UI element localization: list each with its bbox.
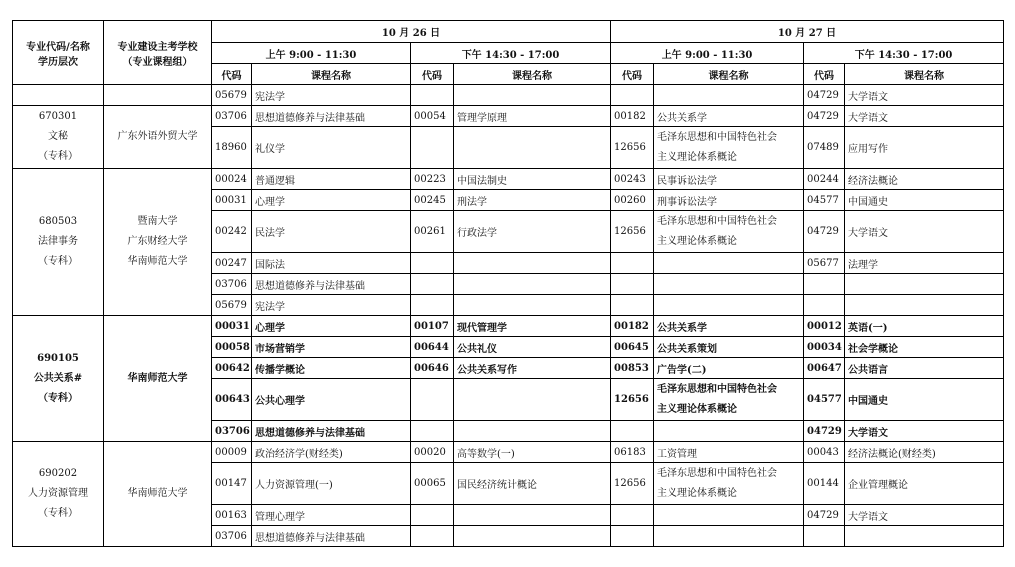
- course-name-cell: 传播学概论: [252, 358, 411, 379]
- course-code-cell: 05677: [804, 253, 845, 274]
- course-name-cell: [845, 295, 1004, 316]
- course-name-cell: 毛泽东思想和中国特色社会 主义理论体系概论: [654, 211, 804, 253]
- course-code-cell: 04577: [804, 379, 845, 421]
- school-cell: [104, 316, 212, 442]
- course-code-cell: 04577: [804, 190, 845, 211]
- table-row: [13, 442, 1004, 463]
- day2-am-header: 上午 9:00 - 11:30: [611, 43, 804, 64]
- school-name: 华南师范大学: [127, 256, 188, 267]
- exam-schedule-table: [12, 20, 1004, 547]
- course-name-cell: 应用写作: [845, 127, 1004, 169]
- course-code-cell: 12656: [611, 379, 654, 421]
- course-code-cell: [611, 526, 654, 547]
- course-name-cell: [654, 253, 804, 274]
- table-row: [13, 169, 1004, 190]
- table-row: [13, 85, 1004, 106]
- course-name-cell: 经济法概论: [845, 169, 1004, 190]
- code-header: 代码: [611, 64, 654, 85]
- course-name-cell: [654, 505, 804, 526]
- major-info-cell: [13, 316, 104, 442]
- course-code-cell: 00031: [212, 316, 252, 337]
- course-name-cell: 民法学: [252, 211, 411, 253]
- course-code-cell: 00107: [411, 316, 454, 337]
- course-code-cell: 00646: [411, 358, 454, 379]
- course-name-cell: 市场营销学: [252, 337, 411, 358]
- course-code-cell: 12656: [611, 211, 654, 253]
- school-header-label: 专业建设主考学校: [117, 41, 198, 53]
- course-code-cell: [411, 253, 454, 274]
- course-code-cell: 12656: [611, 127, 654, 169]
- course-name-cell: 中国通史: [845, 379, 1004, 421]
- course-name-cell: 刑事诉讼法学: [654, 190, 804, 211]
- course-name-cell: 中国通史: [845, 190, 1004, 211]
- course-name-cell: [454, 85, 611, 106]
- course-name-cell: 大学语文: [845, 505, 1004, 526]
- course-header: 课程名称: [454, 64, 611, 85]
- course-name-cell: 心理学: [252, 190, 411, 211]
- course-code-cell: [411, 85, 454, 106]
- course-code-cell: 00065: [411, 463, 454, 505]
- school-name: 广东财经大学: [127, 236, 188, 247]
- course-header: 课程名称: [252, 64, 411, 85]
- course-code-cell: [611, 274, 654, 295]
- course-code-cell: [611, 421, 654, 442]
- course-name-cell: 大学语文: [845, 106, 1004, 127]
- course-name-cell: 现代管理学: [454, 316, 611, 337]
- course-name-cell: 思想道德修养与法律基础: [252, 421, 411, 442]
- course-name-cell: [654, 421, 804, 442]
- course-name-cell: [454, 379, 611, 421]
- course-code-cell: 00261: [411, 211, 454, 253]
- course-name-cell: 民事诉讼法学: [654, 169, 804, 190]
- course-name-cell: 心理学: [252, 316, 411, 337]
- day1-pm-header: 下午 14:30 - 17:00: [411, 43, 611, 64]
- course-name-cell: [454, 295, 611, 316]
- course-code-cell: 00643: [212, 379, 252, 421]
- course-code-cell: 05679: [212, 295, 252, 316]
- course-code-cell: [804, 274, 845, 295]
- course-name-cell: 公共关系写作: [454, 358, 611, 379]
- course-code-cell: 00020: [411, 442, 454, 463]
- course-name-cell: 公共关系策划: [654, 337, 804, 358]
- course-code-cell: 03706: [212, 421, 252, 442]
- course-code-cell: 04729: [804, 505, 845, 526]
- course-header: 课程名称: [654, 64, 804, 85]
- major-name: 人力资源管理: [28, 488, 88, 499]
- course-name-cell: [654, 85, 804, 106]
- course-name-cell: 思想道德修养与法律基础: [252, 526, 411, 547]
- course-name-cell: 政治经济学(财经类): [252, 442, 411, 463]
- course-name-cell: 公共心理学: [252, 379, 411, 421]
- code-header: 代码: [411, 64, 454, 85]
- major-level: （专科）: [38, 508, 78, 519]
- school-group-header-label: （专业课程组）: [122, 56, 193, 68]
- course-code-cell: 07489: [804, 127, 845, 169]
- school-name: 广东外语外贸大学: [117, 131, 198, 142]
- course-name-cell: 中国法制史: [454, 169, 611, 190]
- course-code-cell: [411, 274, 454, 295]
- major-cell: [13, 85, 104, 106]
- major-code: 690202: [38, 468, 78, 479]
- course-name-cell: 工资管理: [654, 442, 804, 463]
- school-cell: [104, 442, 212, 547]
- day2-pm-header: 下午 14:30 - 17:00: [804, 43, 1004, 64]
- code-header: 代码: [804, 64, 845, 85]
- course-name-cell: [845, 274, 1004, 295]
- course-code-cell: 00247: [212, 253, 252, 274]
- course-name-cell: 公共关系学: [654, 316, 804, 337]
- course-code-cell: [804, 295, 845, 316]
- course-name-cell: 公共礼仪: [454, 337, 611, 358]
- course-code-cell: 00223: [411, 169, 454, 190]
- major-code: 680503: [38, 216, 78, 227]
- course-code-cell: 00182: [611, 106, 654, 127]
- course-name-cell: 管理心理学: [252, 505, 411, 526]
- course-name-cell: [454, 526, 611, 547]
- course-name-cell: 公共关系学: [654, 106, 804, 127]
- major-code-name-header: 专业代码/名称: [26, 41, 90, 53]
- course-name-cell: 高等数学(一): [454, 442, 611, 463]
- course-code-cell: [411, 295, 454, 316]
- major-code: 690105: [37, 352, 79, 364]
- course-code-cell: [411, 379, 454, 421]
- course-code-cell: 00012: [804, 316, 845, 337]
- course-name-cell: [845, 526, 1004, 547]
- day1-header: 10 月 26 日: [212, 21, 611, 43]
- course-name-cell: 人力资源管理(一): [252, 463, 411, 505]
- course-code-cell: 00260: [611, 190, 654, 211]
- course-code-cell: 05679: [212, 85, 252, 106]
- course-code-cell: 00031: [212, 190, 252, 211]
- school-name: 暨南大学: [137, 216, 178, 227]
- course-name-cell: [454, 127, 611, 169]
- course-code-cell: 00182: [611, 316, 654, 337]
- course-code-cell: 00147: [212, 463, 252, 505]
- course-code-cell: 06183: [611, 442, 654, 463]
- course-name-cell: 毛泽东思想和中国特色社会 主义理论体系概论: [654, 379, 804, 421]
- course-code-cell: 00245: [411, 190, 454, 211]
- course-code-cell: 04729: [804, 421, 845, 442]
- school-cell: [104, 106, 212, 169]
- course-code-cell: [804, 526, 845, 547]
- course-name-cell: 经济法概论(财经类): [845, 442, 1004, 463]
- course-code-cell: 00853: [611, 358, 654, 379]
- major-code: 670301: [38, 111, 78, 122]
- course-code-cell: 00009: [212, 442, 252, 463]
- course-code-cell: [611, 295, 654, 316]
- course-code-cell: 00054: [411, 106, 454, 127]
- school-name: 华南师范大学: [127, 488, 188, 499]
- school-cell: [104, 85, 212, 106]
- course-name-cell: [454, 421, 611, 442]
- course-code-cell: 04729: [804, 106, 845, 127]
- course-code-cell: 00024: [212, 169, 252, 190]
- course-name-cell: [654, 295, 804, 316]
- course-name-cell: 大学语文: [845, 85, 1004, 106]
- code-header: 代码: [212, 64, 252, 85]
- course-code-cell: 00144: [804, 463, 845, 505]
- major-name: 公共关系#: [33, 372, 83, 384]
- course-code-cell: 00642: [212, 358, 252, 379]
- course-name-cell: 英语(一): [845, 316, 1004, 337]
- course-name-cell: 公共语言: [845, 358, 1004, 379]
- course-name-cell: 毛泽东思想和中国特色社会 主义理论体系概论: [654, 463, 804, 505]
- course-name-cell: 礼仪学: [252, 127, 411, 169]
- major-level: （专科）: [38, 151, 78, 162]
- day2-header: 10 月 27 日: [611, 21, 1004, 43]
- major-info-cell: [13, 442, 104, 547]
- course-name-cell: 毛泽东思想和中国特色社会 主义理论体系概论: [654, 127, 804, 169]
- course-code-cell: [411, 505, 454, 526]
- course-code-cell: [611, 253, 654, 274]
- course-code-cell: 00242: [212, 211, 252, 253]
- course-code-cell: 00058: [212, 337, 252, 358]
- level-header: 学历层次: [38, 56, 78, 68]
- course-code-cell: 00034: [804, 337, 845, 358]
- course-code-cell: [411, 526, 454, 547]
- course-code-cell: [411, 421, 454, 442]
- course-code-cell: 04729: [804, 85, 845, 106]
- day1-am-header: 上午 9:00 - 11:30: [212, 43, 411, 64]
- course-code-cell: 00163: [212, 505, 252, 526]
- course-code-cell: [411, 127, 454, 169]
- course-name-cell: 宪法学: [252, 295, 411, 316]
- course-code-cell: 00644: [411, 337, 454, 358]
- course-name-cell: 广告学(二): [654, 358, 804, 379]
- table-row: [13, 106, 1004, 127]
- course-name-cell: 企业管理概论: [845, 463, 1004, 505]
- course-code-cell: 00645: [611, 337, 654, 358]
- major-info-cell: [13, 106, 104, 169]
- course-name-cell: 刑法学: [454, 190, 611, 211]
- course-name-cell: 思想道德修养与法律基础: [252, 274, 411, 295]
- major-header: [13, 21, 104, 85]
- course-name-cell: 行政法学: [454, 211, 611, 253]
- course-header: 课程名称: [845, 64, 1004, 85]
- course-name-cell: [454, 253, 611, 274]
- course-name-cell: 思想道德修养与法律基础: [252, 106, 411, 127]
- major-name: 法律事务: [38, 236, 78, 247]
- course-name-cell: 社会学概论: [845, 337, 1004, 358]
- course-code-cell: [611, 85, 654, 106]
- course-name-cell: 大学语文: [845, 211, 1004, 253]
- course-name-cell: 国民经济统计概论: [454, 463, 611, 505]
- course-code-cell: 03706: [212, 106, 252, 127]
- course-code-cell: 18960: [212, 127, 252, 169]
- course-code-cell: 00043: [804, 442, 845, 463]
- course-code-cell: 12656: [611, 463, 654, 505]
- course-name-cell: [454, 274, 611, 295]
- major-level: （专科）: [38, 392, 78, 404]
- course-name-cell: 普通逻辑: [252, 169, 411, 190]
- major-info-cell: [13, 169, 104, 316]
- course-name-cell: [654, 274, 804, 295]
- school-cell: [104, 169, 212, 316]
- course-code-cell: 00647: [804, 358, 845, 379]
- course-name-cell: 法理学: [845, 253, 1004, 274]
- school-header: [104, 21, 212, 85]
- course-code-cell: [611, 505, 654, 526]
- course-code-cell: 03706: [212, 526, 252, 547]
- course-code-cell: 03706: [212, 274, 252, 295]
- major-name: 文秘: [48, 131, 68, 142]
- table-row: [13, 316, 1004, 337]
- course-code-cell: 00243: [611, 169, 654, 190]
- course-code-cell: 00244: [804, 169, 845, 190]
- course-name-cell: [454, 505, 611, 526]
- course-name-cell: 大学语文: [845, 421, 1004, 442]
- course-code-cell: 04729: [804, 211, 845, 253]
- course-name-cell: [654, 526, 804, 547]
- course-name-cell: 管理学原理: [454, 106, 611, 127]
- course-name-cell: 宪法学: [252, 85, 411, 106]
- school-name: 华南师范大学: [127, 372, 188, 384]
- course-name-cell: 国际法: [252, 253, 411, 274]
- major-level: （专科）: [38, 256, 78, 267]
